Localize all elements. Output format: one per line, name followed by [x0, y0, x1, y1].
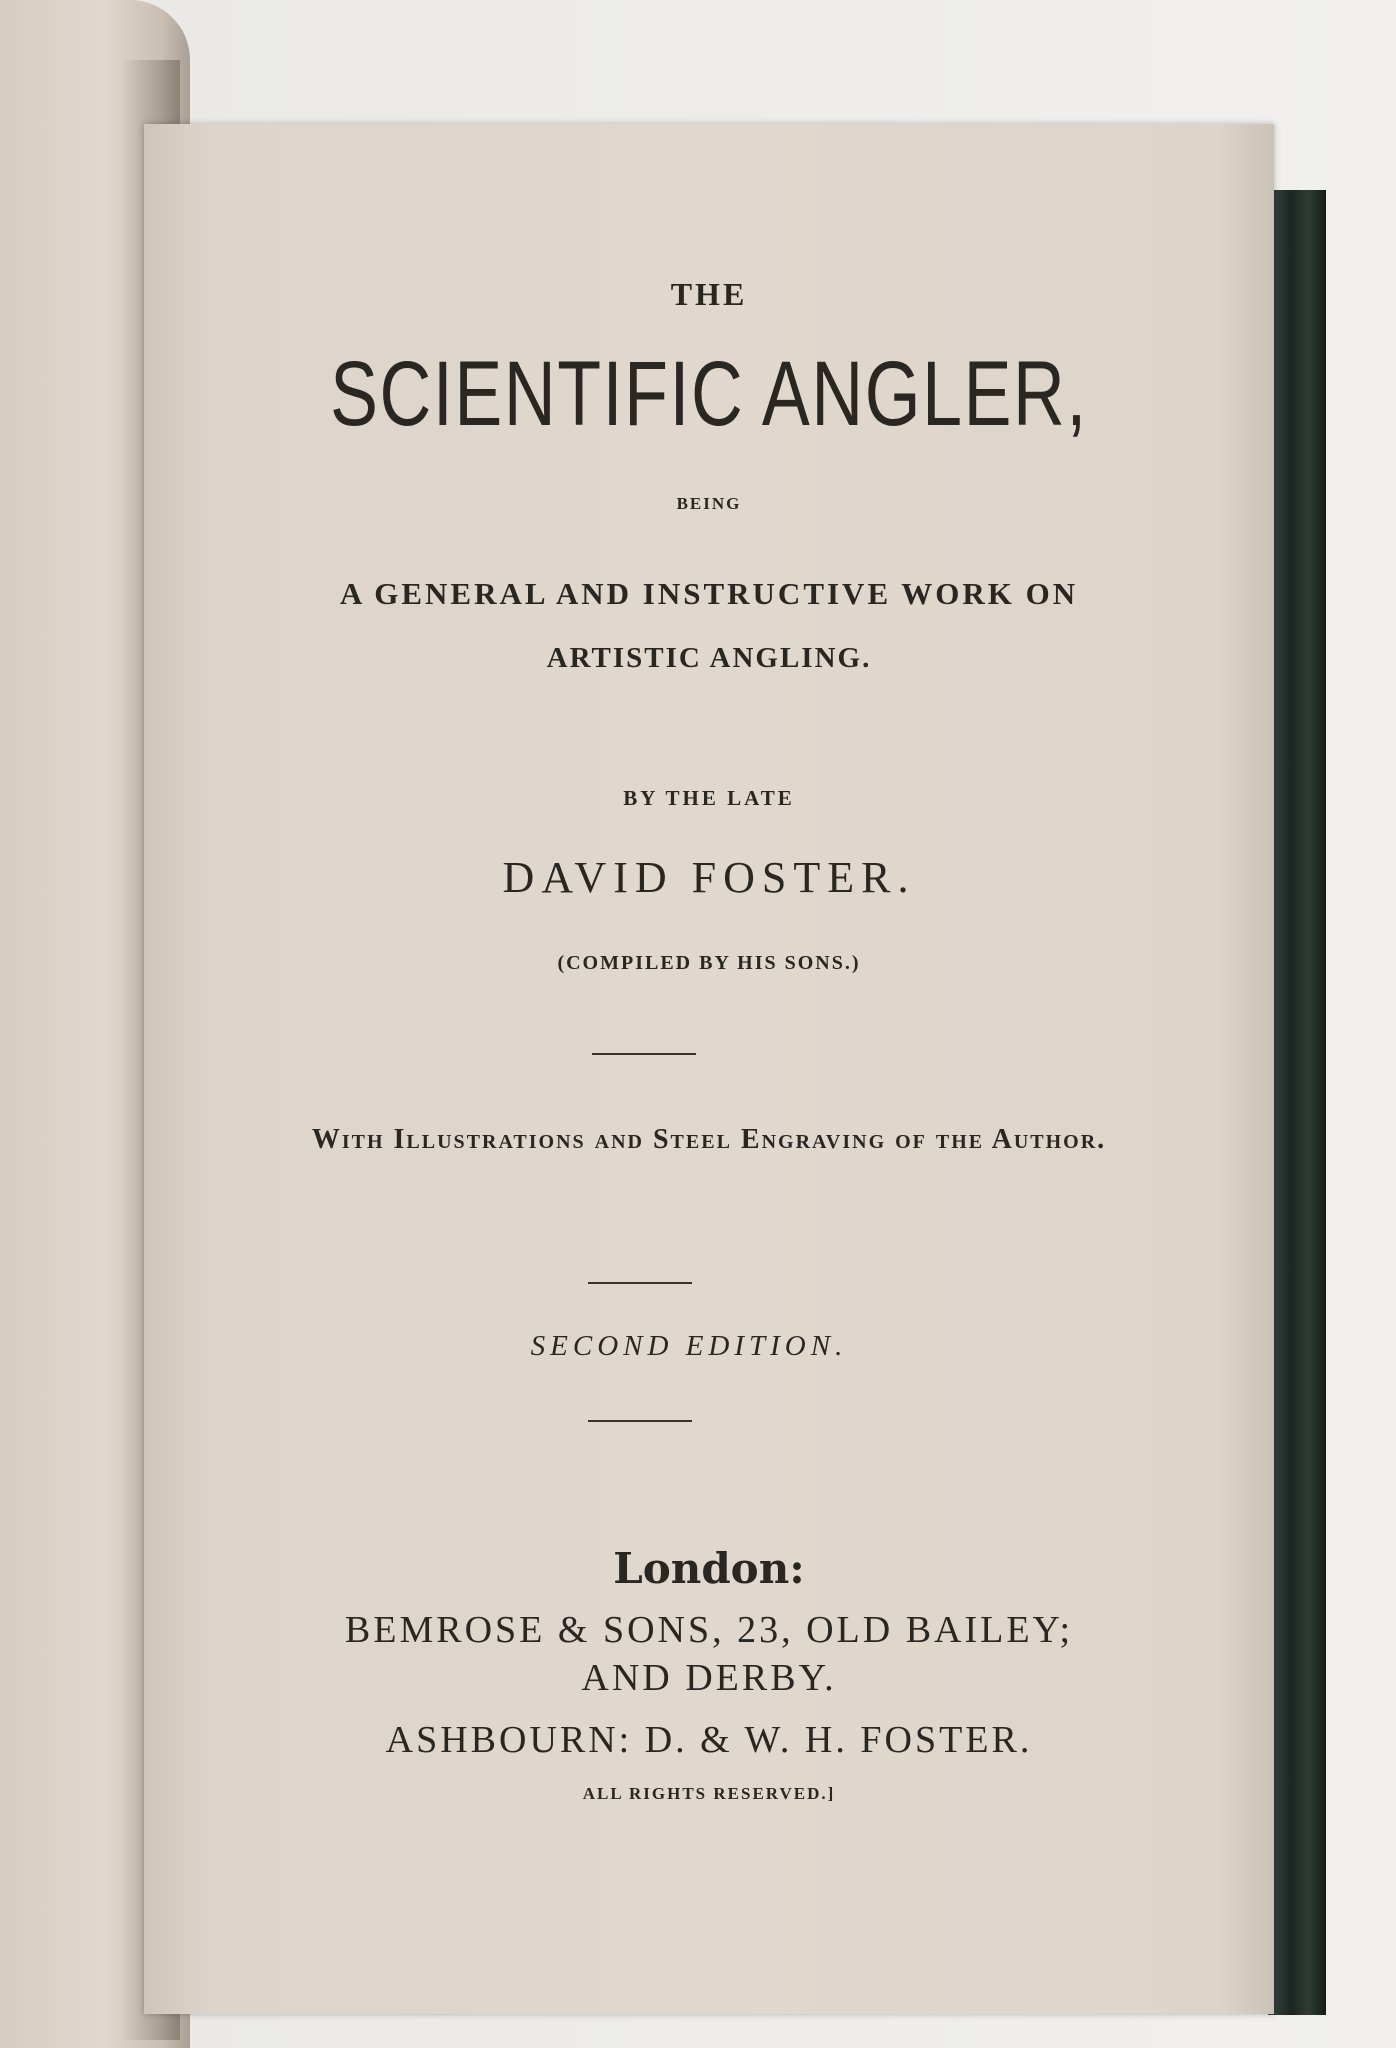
divider-rule: [592, 1053, 696, 1055]
divider-rule: [588, 1420, 692, 1422]
being-label: BEING: [676, 494, 742, 513]
compiled-note: (COMPILED BY HIS SONS.): [557, 952, 861, 974]
publisher-line-3: ASHBOURN: D. & W. H. FOSTER.: [385, 1719, 1033, 1761]
publisher-line-2: AND DERBY.: [581, 1657, 837, 1699]
edition: SECOND EDITION.: [530, 1330, 848, 1362]
place-london: London:: [613, 1544, 805, 1593]
author-name: DAVID FOSTER.: [502, 853, 916, 902]
divider-rule: [588, 1282, 692, 1284]
book-title: SCIENTIFIC ANGLER,: [330, 343, 1088, 445]
title-the: THE: [670, 276, 748, 312]
publisher-line-1: BEMROSE & SONS, 23, OLD BAILEY;: [344, 1609, 1074, 1651]
illustrations-note: With Illustrations and Steel Engraving of the Author.: [311, 1124, 1107, 1155]
rights-notice: ALL RIGHTS RESERVED.]: [582, 1784, 836, 1803]
by-the-late: BY THE LATE: [623, 786, 795, 810]
book-binding: [1268, 190, 1326, 2015]
subtitle-line-1: A GENERAL AND INSTRUCTIVE WORK ON: [339, 576, 1079, 611]
subtitle-line-2: ARTISTIC ANGLING.: [546, 642, 872, 674]
title-page: [144, 124, 1274, 2014]
